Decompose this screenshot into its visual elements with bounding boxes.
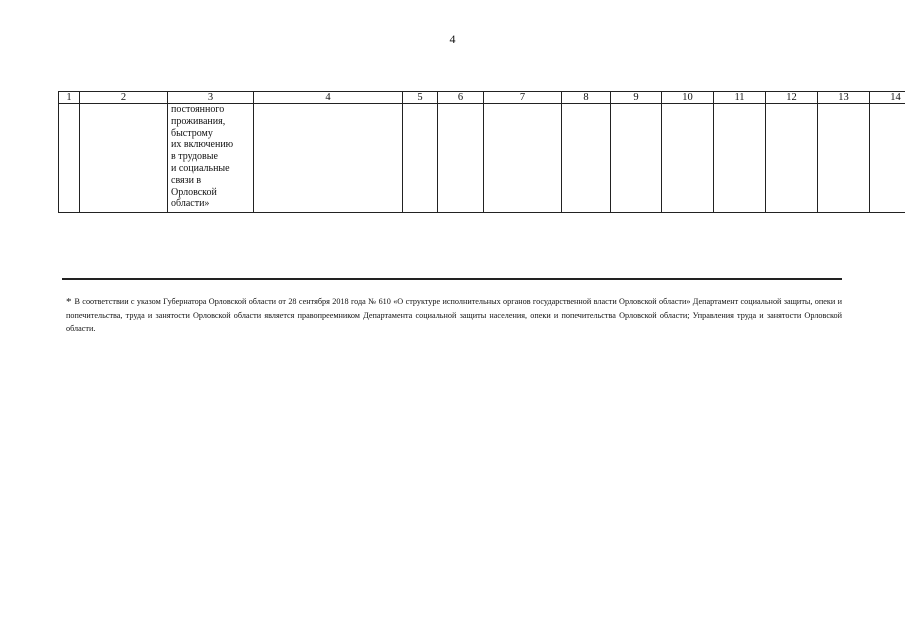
- table-row: [59, 104, 905, 213]
- table-cell: [254, 104, 403, 213]
- table-cell: [438, 104, 484, 213]
- table-cell: [766, 104, 818, 213]
- header-cell: 12: [766, 92, 818, 104]
- header-cell: 14: [870, 92, 905, 104]
- header-cell: 3: [168, 92, 254, 104]
- table-cell: [80, 104, 168, 213]
- data-table: [58, 91, 905, 213]
- cell-line: области»: [171, 198, 210, 210]
- table-cell: [870, 104, 905, 213]
- cell-line: Орловской: [171, 186, 217, 198]
- table-header-row: [59, 92, 905, 104]
- cell-line: их включению: [171, 139, 234, 151]
- header-cell: 1: [59, 92, 80, 104]
- table-cell: [662, 104, 714, 213]
- table-cell: [714, 104, 766, 213]
- table-cell: [611, 104, 662, 213]
- header-cell: 5: [403, 92, 438, 104]
- table-cell: [818, 104, 870, 213]
- cell-line: связи в: [171, 174, 202, 186]
- footnote-marker: *: [66, 296, 72, 308]
- header-cell: 7: [484, 92, 562, 104]
- header-cell: 6: [438, 92, 484, 104]
- footnote-separator: [62, 278, 842, 280]
- header-cell: 11: [714, 92, 766, 104]
- page-number: 4: [449, 32, 456, 46]
- cell-line: быстрому: [171, 127, 213, 139]
- header-cell: 8: [562, 92, 611, 104]
- footnote: [66, 295, 842, 335]
- footnote-text: В соответствии с указом Губернатора Орловской области от 28 сентября 2018 года № 610 «О структуре исполнительных органов государственной власти Орловской области» Департамент социальной защиты, опеки и попечительства, труда и занятости Орловской области является правопреемником Департамента социальной защиты населения, опеки и попечительства Орловской области; Управления труда и занятости Орловской области.: [66, 297, 842, 333]
- header-cell: 2: [80, 92, 168, 104]
- table-cell: [484, 104, 562, 213]
- table-cell: [403, 104, 438, 213]
- table-cell: [562, 104, 611, 213]
- header-cell: 9: [611, 92, 662, 104]
- cell-line: в трудовые: [171, 151, 218, 163]
- table-cell: [59, 104, 80, 213]
- cell-line: и социальные: [171, 162, 230, 174]
- cell-line: проживания,: [171, 115, 226, 127]
- table-cell-col3: [168, 104, 254, 213]
- header-cell: 13: [818, 92, 870, 104]
- cell-line: постоянного: [171, 104, 225, 115]
- header-cell: 10: [662, 92, 714, 104]
- header-cell: 4: [254, 92, 403, 104]
